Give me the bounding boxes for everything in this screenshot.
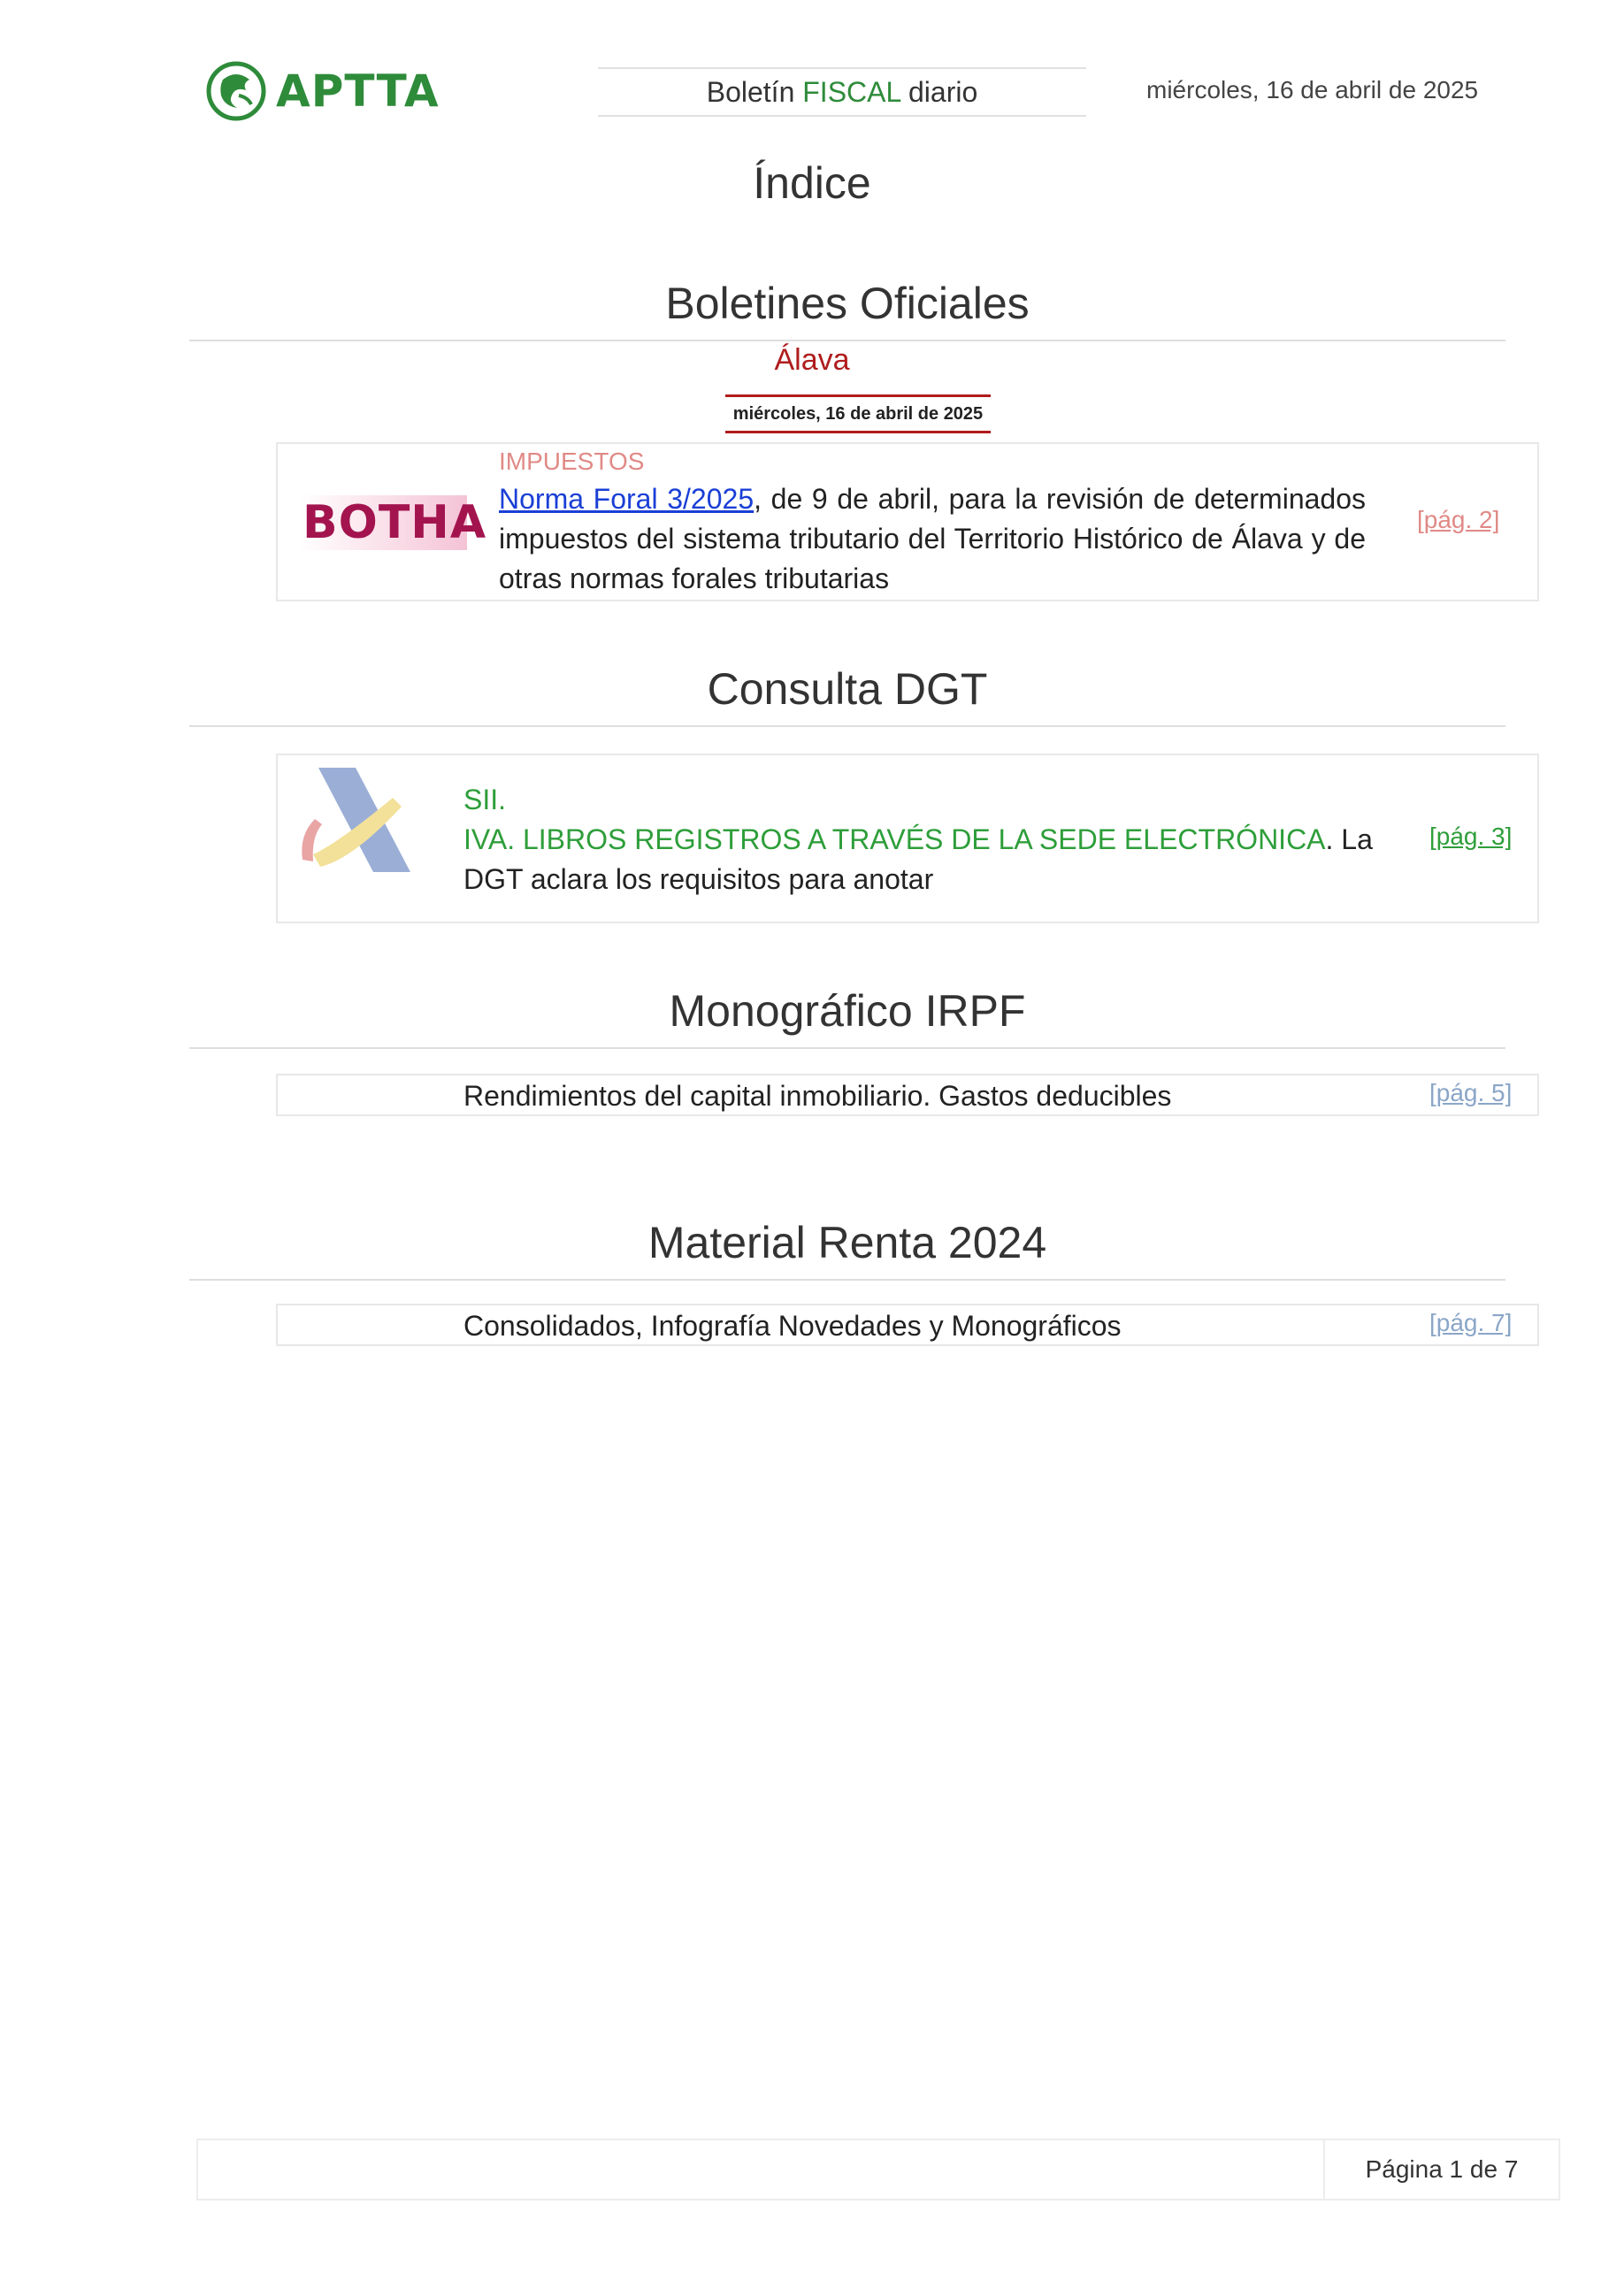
- entry-body: [499, 479, 1624, 599]
- bulletin-title-accent: FISCAL: [802, 76, 901, 108]
- botha-logo-text: BOTHA: [303, 496, 487, 549]
- aptta-logo: [205, 58, 462, 124]
- entry-material: [276, 1304, 1539, 1346]
- entry-headline: IVA. LIBROS REGISTROS A TRAVÉS DE LA SEDE ELECTRÓNICA: [463, 823, 1326, 855]
- region-label: Álava: [774, 343, 850, 377]
- region-date: miércoles, 16 de abril de 2025: [725, 394, 991, 433]
- aptta-logo-text: APTTA: [276, 65, 440, 117]
- entry-text: Consolidados, Infografía Novedades y Monográficos: [463, 1310, 1122, 1342]
- entry-text: Rendimientos del capital inmobiliario. Gastos deducibles: [463, 1080, 1172, 1112]
- bulletin-title-prefix: Boletín: [706, 76, 803, 108]
- footer-page-number: Página 1 de 7: [1325, 2139, 1560, 2200]
- entry-botha: [276, 442, 1539, 601]
- page-ref-link[interactable]: [pág. 7]: [1429, 1309, 1513, 1336]
- entry-text: . La DGT aclara los requisitos para anotar: [463, 823, 1373, 895]
- botha-logo: [299, 495, 487, 550]
- footer-left-cell: [196, 2139, 1325, 2200]
- section-title-boletines: Boletines Oficiales: [189, 278, 1505, 341]
- entry-paragraph: [499, 479, 1366, 599]
- entry-body: [463, 780, 1392, 899]
- bulletin-title: [598, 67, 1086, 117]
- entry-paragraph: [463, 820, 1392, 899]
- entry-tag: SII.: [463, 784, 507, 815]
- aptta-emblem-icon: [205, 60, 267, 122]
- index-title: Índice: [753, 158, 871, 208]
- header-date: miércoles, 16 de abril de 2025: [1146, 76, 1479, 103]
- section-title-material: Material Renta 2024: [189, 1217, 1505, 1281]
- agencia-tributaria-logo-icon: [294, 762, 423, 886]
- page-ref-link[interactable]: [pág. 5]: [1429, 1079, 1513, 1106]
- bulletin-title-suffix: diario: [900, 76, 978, 108]
- section-title-consulta: Consulta DGT: [189, 663, 1505, 727]
- page-ref-link[interactable]: [pág. 3]: [1429, 823, 1513, 850]
- section-title-monografico: Monográfico IRPF: [189, 985, 1505, 1049]
- entry-text: , de 9 de abril, para la revisión de determinados impuestos del sistema tributario del Territorio Histórico de Álava y de otras normas forales tributarias: [499, 483, 1367, 594]
- entry-dgt: [276, 754, 1539, 923]
- page-ref-link[interactable]: [pág. 2]: [1417, 506, 1500, 533]
- norma-foral-link[interactable]: Norma Foral 3/2025: [499, 483, 755, 515]
- entry-monografico: [276, 1074, 1539, 1116]
- entry-tag: IMPUESTOS: [499, 448, 645, 475]
